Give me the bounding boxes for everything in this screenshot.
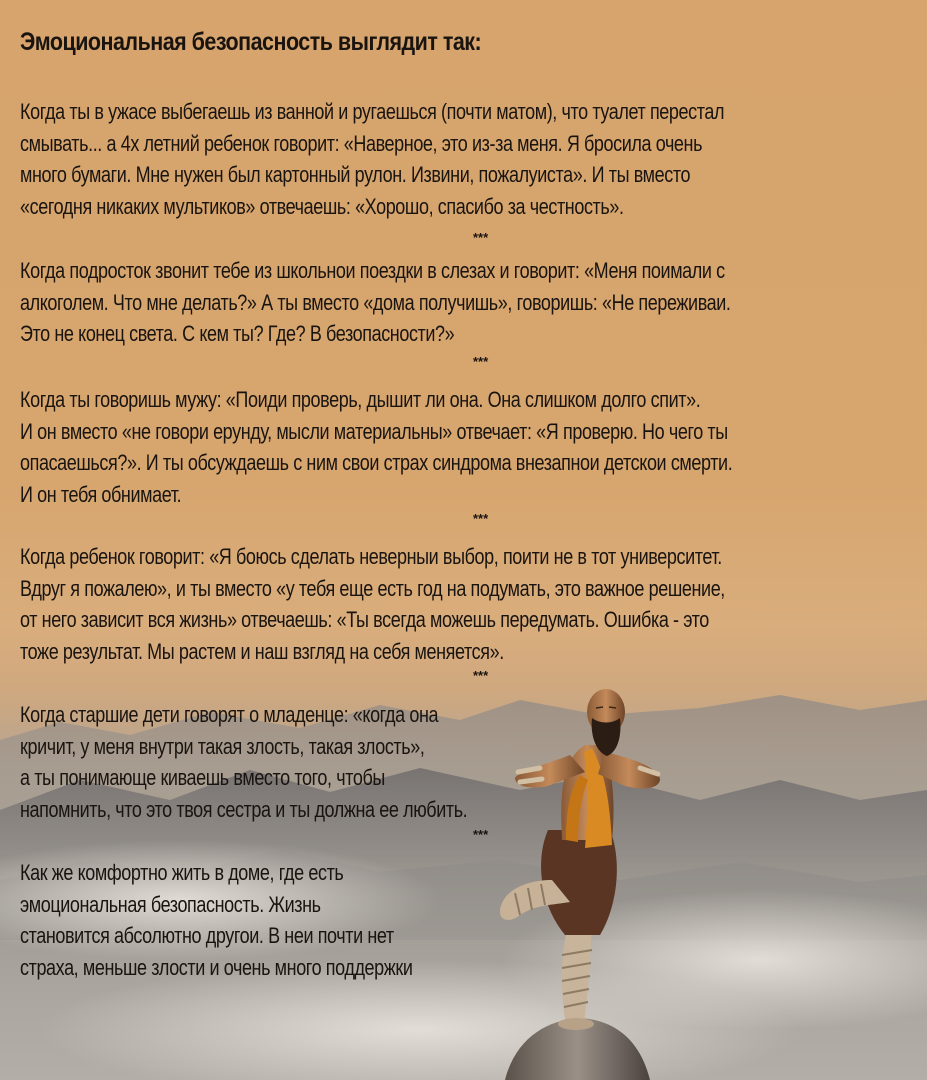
article — [20, 28, 910, 980]
paragraph-line: И он вместо «не говори ерунду, мысли материальны» отвечает: «Я проверю. Но чего ты — [20, 418, 728, 444]
paragraph-line: кричит, у меня внутри такая злость, такая злость», — [20, 733, 425, 759]
paragraph-line: Когда ребенок говорит: «Я боюсь сделать неверныи выбор, поити не в тот университет. — [20, 544, 722, 569]
separator-stars: *** — [473, 668, 489, 683]
paragraph-line: смывать... а 4х летний ребенок говорит: «Наверное, это из-за меня. Я бросила очень — [20, 130, 703, 156]
separator-stars: *** — [473, 230, 489, 245]
paragraph-line: опасаешься?». И ты обсуждаешь с ним свои страх синдрома внезапнои детскои смерти. — [20, 450, 733, 475]
paragraph-line: Как же комфортно жить в доме, где есть — [20, 860, 344, 885]
paragraph-line: алкоголем. Что мне делать?» А ты вместо «дома получишь», говоришь: «Не переживаи. — [20, 289, 731, 315]
separator-stars: *** — [473, 354, 489, 369]
paragraph-teenager — [20, 255, 731, 350]
separator-stars: *** — [473, 511, 489, 526]
paragraph-siblings — [20, 699, 467, 825]
paragraph-line: много бумаги. Мне нужен был картонный рулон. Извини, пожалуиста». И ты вместо — [20, 162, 691, 187]
paragraph-line: от него зависит вся жизнь» отвечаешь: «Ты всегда можешь передумать. Ошибка - это — [20, 607, 709, 632]
paragraph-line: страха, меньше злости и очень много поддержки — [20, 954, 413, 980]
paragraph-bathroom — [20, 96, 724, 222]
paragraph-line: Когда ты говоришь мужу: «Поиди проверь, дышит ли она. Она слишком долго спит». — [20, 387, 701, 412]
paragraph-line: «сегодня никаких мультиков» отвечаешь: «Хорошо, спасибо за честность». — [20, 193, 624, 219]
paragraph-line: Когда ты в ужасе выбегаешь из ванной и ругаешься (почти матом), что туалет перестал — [20, 99, 725, 124]
paragraph-line: Когда старшие дети говорят о младенце: «когда она — [20, 702, 439, 727]
paragraph-line: становится абсолютно другои. В неи почти нет — [20, 923, 394, 948]
paragraph-line: И он тебя обнимает. — [20, 481, 182, 507]
paragraph-line: эмоциональная безопасность. Жизнь — [20, 891, 321, 917]
article-title: Эмоциональная безопасность выглядит так: — [20, 28, 482, 56]
paragraph-husband — [20, 384, 732, 510]
paragraph-university — [20, 541, 725, 667]
paragraph-line: тоже результат. Мы растем и наш взгляд на себя меняется». — [20, 638, 504, 664]
paragraph-line: а ты понимающе киваешь вместо того, чтобы — [20, 765, 385, 790]
paragraph-line: напомнить, что это твоя сестра и ты должна ее любить. — [20, 796, 468, 822]
paragraph-line: Когда подросток звонит тебе из школьнои поездки в слезах и говорит: «Меня поимали с — [20, 258, 725, 283]
separator-stars: *** — [473, 827, 489, 842]
paragraph-line: Это не конец света. С кем ты? Где? В безопасности?» — [20, 321, 455, 346]
paragraph-line: Вдруг я пожалею», и ты вместо «у тебя еще есть год на подумать, это важное решение, — [20, 575, 725, 601]
paragraph-conclusion — [20, 857, 413, 983]
